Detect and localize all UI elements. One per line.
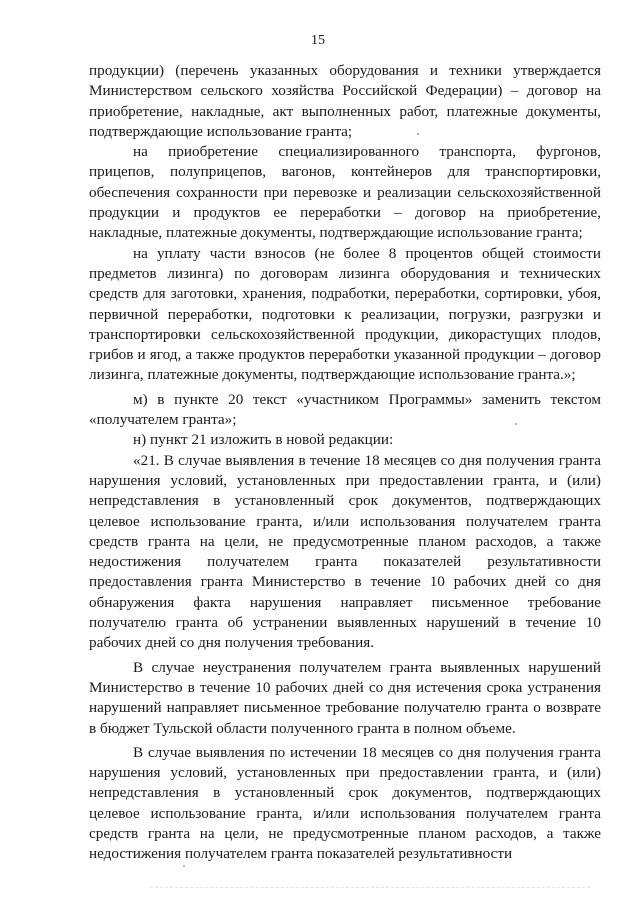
scan-bottom-edge [150, 884, 590, 888]
paragraph-continuation: продукции) (перечень указанных оборудования и техники утверждается Министерством сельского хозяйства Российской Федерации) – договор на приобретение, накладные, акт выполненных работ, платежные документы, подтверждающие использование гранта; [89, 62, 601, 140]
paragraph-transport: на приобретение специализированного транспорта, фургонов, прицепов, полуприцепов, вагонов, контейнеров для транспортировки, обеспечения сохранности при перевозке и реализации сельскохозяйственной продукции и продуктов ее переработки – договор на приобретение, накладные, платежные документы, подтверждающие использование гранта; [89, 143, 601, 242]
document-body [89, 61, 601, 865]
paragraph-item-n: н) пункт 21 изложить в новой редакции: [133, 431, 394, 449]
paragraph-non-elimination: В случае неустранения получателем гранта выявленных нарушений Министерство в течение 10 рабочих дней со дня истечения срока устранения нарушений направляет письменное требование получателю гранта о возврате в бюджет Тульской области полученного гранта в полном объеме. [89, 658, 601, 737]
page-number: 15 [311, 33, 325, 48]
paragraph-after-18-months: В случае выявления по истечении 18 месяцев со дня получения гранта нарушения условий, установленных при предоставлении гранта, и (или) непредставления в установленный срок документов, подтверждающих целевое использование гранта, и/или использования получателем гранта средств гранта на цели, не предусмотренные планом расходов, а также недостижения получателем гранта показателей результативности [89, 743, 601, 863]
paragraph-point-21: «21. В случае выявления в течение 18 месяцев со дня получения гранта нарушения условий, установленных при предоставлении гранта, и (или) непредставления в установленный срок документов, подтверждающих целевое использование гранта, и/или использования получателем гранта средств гранта на цели, не предусмотренные планом расходов, а также недостижения получателем гранта показателей результативности предоставления гранта Министерство в течение 10 рабочих дней со дня обнаружения факта нарушения направляет письменное требование получателю гранта об устранении выявленных нарушений в течение 10 рабочих дней со дня получения требования. [89, 451, 601, 652]
scan-speck [515, 423, 517, 425]
paragraph-leasing: на уплату части взносов (не более 8 процентов общей стоимости предметов лизинга) по договорам лизинга оборудования и технических средств для заготовки, хранения, подработки, переработки, сортировки, убоя, первичной переработки, подготовки к реализации, погрузки, разгрузки и транспортировки сельскохозяйственной продукции, дикорастущих плодов, грибов и ягод, а также продуктов переработки указанной продукции – договор лизинга, платежные документы, подтверждающие использование гранта.»; [89, 244, 601, 384]
paragraph-item-m: м) в пункте 20 текст «участником Программы» заменить текстом «получателем гранта»; [89, 390, 601, 429]
scan-speck [183, 865, 185, 867]
scan-speck [417, 133, 419, 135]
